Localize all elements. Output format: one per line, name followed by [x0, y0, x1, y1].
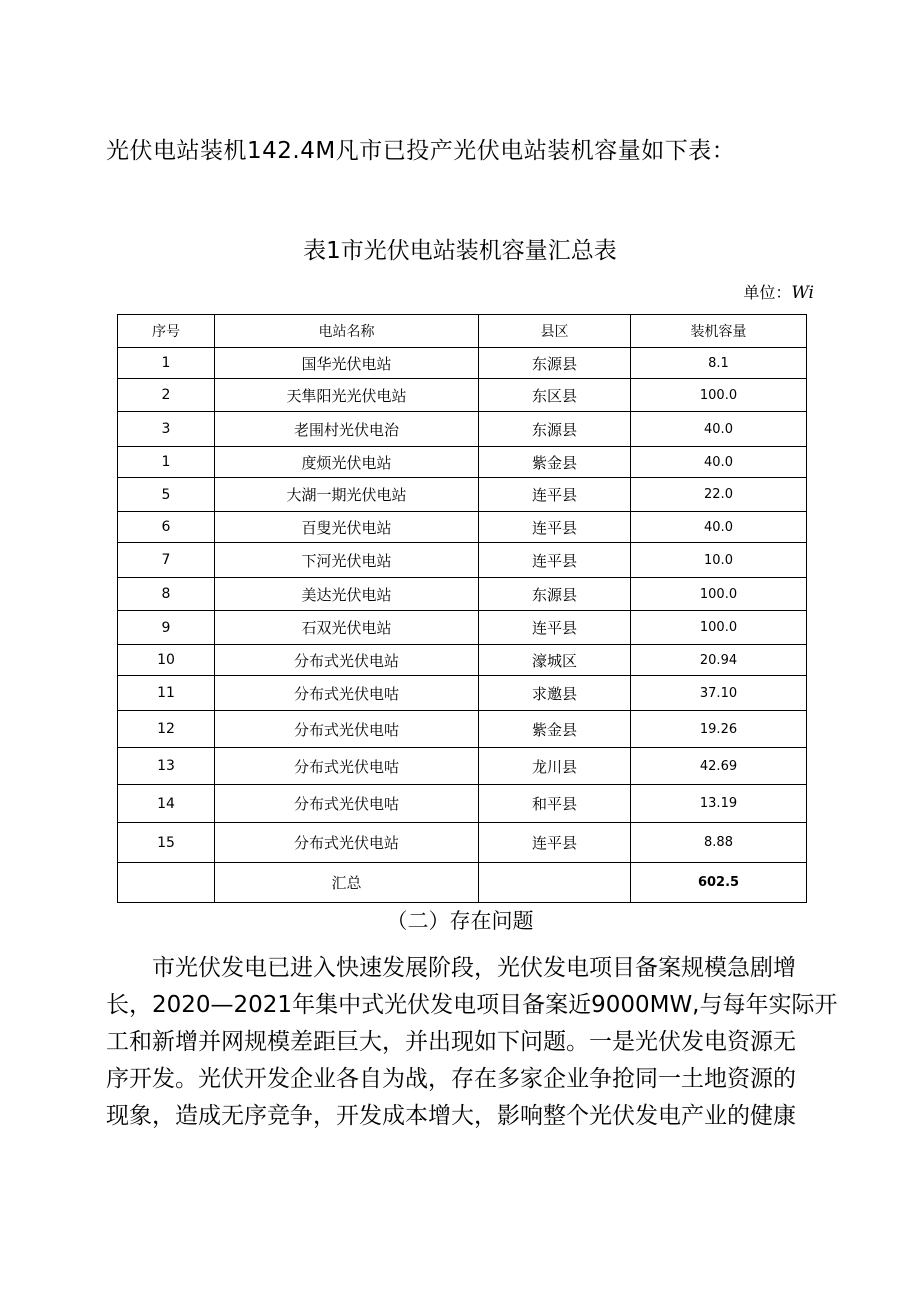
cell-station-name: 老围村光伏电治: [215, 412, 479, 447]
paragraph-line: 现象，造成无序竞争，开发成本增大，影响整个光伏发电产业的健康: [106, 1103, 796, 1129]
table-row: [118, 412, 807, 447]
cell-station-name: 下河光伏电站: [215, 543, 479, 578]
cell-no: 1: [118, 447, 215, 478]
cell-capacity: 8.1: [631, 348, 807, 379]
cell-station-name: 分布式光伏电咕: [215, 711, 479, 748]
cell-station-name: 大湖一期光伏电站: [215, 478, 479, 512]
cell-capacity: 20.94: [631, 645, 807, 676]
cell-total-value: 602.5: [631, 863, 807, 903]
header-county: 县区: [479, 315, 631, 348]
header-no: 序号: [118, 315, 215, 348]
cell-no: 14: [118, 785, 215, 823]
cell-county: 连平县: [479, 478, 631, 512]
cell-county: 东源县: [479, 348, 631, 379]
cell-no: 1: [118, 348, 215, 379]
cell-no: 8: [118, 578, 215, 611]
cell-county: 紫金县: [479, 711, 631, 748]
cell-capacity: 100.0: [631, 379, 807, 412]
table-row: [118, 676, 807, 711]
cell-county: 龙川县: [479, 748, 631, 785]
table-row: [118, 645, 807, 676]
cell-capacity: 40.0: [631, 447, 807, 478]
cell-county: 和平县: [479, 785, 631, 823]
cell-no: 7: [118, 543, 215, 578]
paragraph-line: 工和新增并网规模差距巨大，并出现如下问题。一是光伏发电资源无: [106, 1029, 796, 1055]
cell-station-name: 分布式光伏电站: [215, 645, 479, 676]
cell-capacity: 40.0: [631, 512, 807, 543]
cell-no: 3: [118, 412, 215, 447]
table-row: [118, 478, 807, 512]
cell-no: 5: [118, 478, 215, 512]
table-total-row: [118, 863, 807, 903]
cell-capacity: 100.0: [631, 578, 807, 611]
cell-no: 6: [118, 512, 215, 543]
table-header-row: [118, 315, 807, 348]
cell-county: 濠城区: [479, 645, 631, 676]
table-row: [118, 823, 807, 863]
cell-capacity: 100.0: [631, 611, 807, 645]
cell-station-name: 天隼阳光光伏电站: [215, 379, 479, 412]
cell-station-name: 石双光伏电站: [215, 611, 479, 645]
cell-no: 13: [118, 748, 215, 785]
cell-county: 连平县: [479, 611, 631, 645]
cell-station-name: 分布式光伏电咕: [215, 785, 479, 823]
cell-capacity: 8.88: [631, 823, 807, 863]
cell-county: 求邀县: [479, 676, 631, 711]
cell-capacity: 22.0: [631, 478, 807, 512]
cell-county: 东源县: [479, 412, 631, 447]
cell-station-name: 分布式光伏电站: [215, 823, 479, 863]
table-row: [118, 785, 807, 823]
cell-capacity: 37.10: [631, 676, 807, 711]
table-title: 表1市光伏电站装机容量汇总表: [303, 238, 617, 264]
cell-county: 连平县: [479, 543, 631, 578]
table-row: [118, 711, 807, 748]
cell-county: 连平县: [479, 823, 631, 863]
cell-capacity: 10.0: [631, 543, 807, 578]
paragraph-line: 序开发。光伏开发企业各自为战，存在多家企业争抢同一土地资源的: [106, 1066, 796, 1092]
unit-note: [743, 280, 814, 303]
cell-no: 15: [118, 823, 215, 863]
table-row: [118, 543, 807, 578]
cell-station-name: 分布式光伏电咕: [215, 676, 479, 711]
table-row: [118, 578, 807, 611]
paragraph-line: 市光伏发电已进入快速发展阶段，光伏发电项目备案规模急剧增: [152, 955, 796, 981]
section-heading: （二）存在问题: [386, 909, 534, 933]
header-capacity: 装机容量: [631, 315, 807, 348]
cell-total-label: 汇总: [215, 863, 479, 903]
cell-station-name: 分布式光伏电咕: [215, 748, 479, 785]
table-row: [118, 379, 807, 412]
capacity-table: [117, 314, 807, 903]
table-row: [118, 512, 807, 543]
cell-county: 东区县: [479, 379, 631, 412]
paragraph-line: 长，2020—2021年集中式光伏发电项目备案近9000MW,与每年实际开: [106, 992, 838, 1018]
table-row: [118, 748, 807, 785]
cell-no: 9: [118, 611, 215, 645]
cell-station-name: 国华光伏电站: [215, 348, 479, 379]
cell-station-name: 度烦光伏电站: [215, 447, 479, 478]
body-paragraph: [106, 950, 838, 1135]
table-row: [118, 348, 807, 379]
intro-line: 光伏电站装机142.4M凡市已投产光伏电站装机容量如下表：: [106, 138, 736, 164]
table-body: [118, 348, 807, 903]
unit-label: 单位：: [743, 283, 792, 302]
cell-capacity: 19.26: [631, 711, 807, 748]
cell-capacity: 42.69: [631, 748, 807, 785]
cell-station-name: 美达光伏电站: [215, 578, 479, 611]
unit-value: Wi: [791, 283, 814, 303]
cell-no: 10: [118, 645, 215, 676]
cell-capacity: 40.0: [631, 412, 807, 447]
cell-no: 2: [118, 379, 215, 412]
cell-county: 东源县: [479, 578, 631, 611]
cell-capacity: 13.19: [631, 785, 807, 823]
table-row: [118, 447, 807, 478]
cell-county-empty: [479, 863, 631, 903]
table-row: [118, 611, 807, 645]
cell-no-empty: [118, 863, 215, 903]
header-station-name: 电站名称: [215, 315, 479, 348]
cell-no: 11: [118, 676, 215, 711]
cell-county: 紫金县: [479, 447, 631, 478]
cell-station-name: 百叟光伏电站: [215, 512, 479, 543]
cell-no: 12: [118, 711, 215, 748]
cell-county: 连平县: [479, 512, 631, 543]
